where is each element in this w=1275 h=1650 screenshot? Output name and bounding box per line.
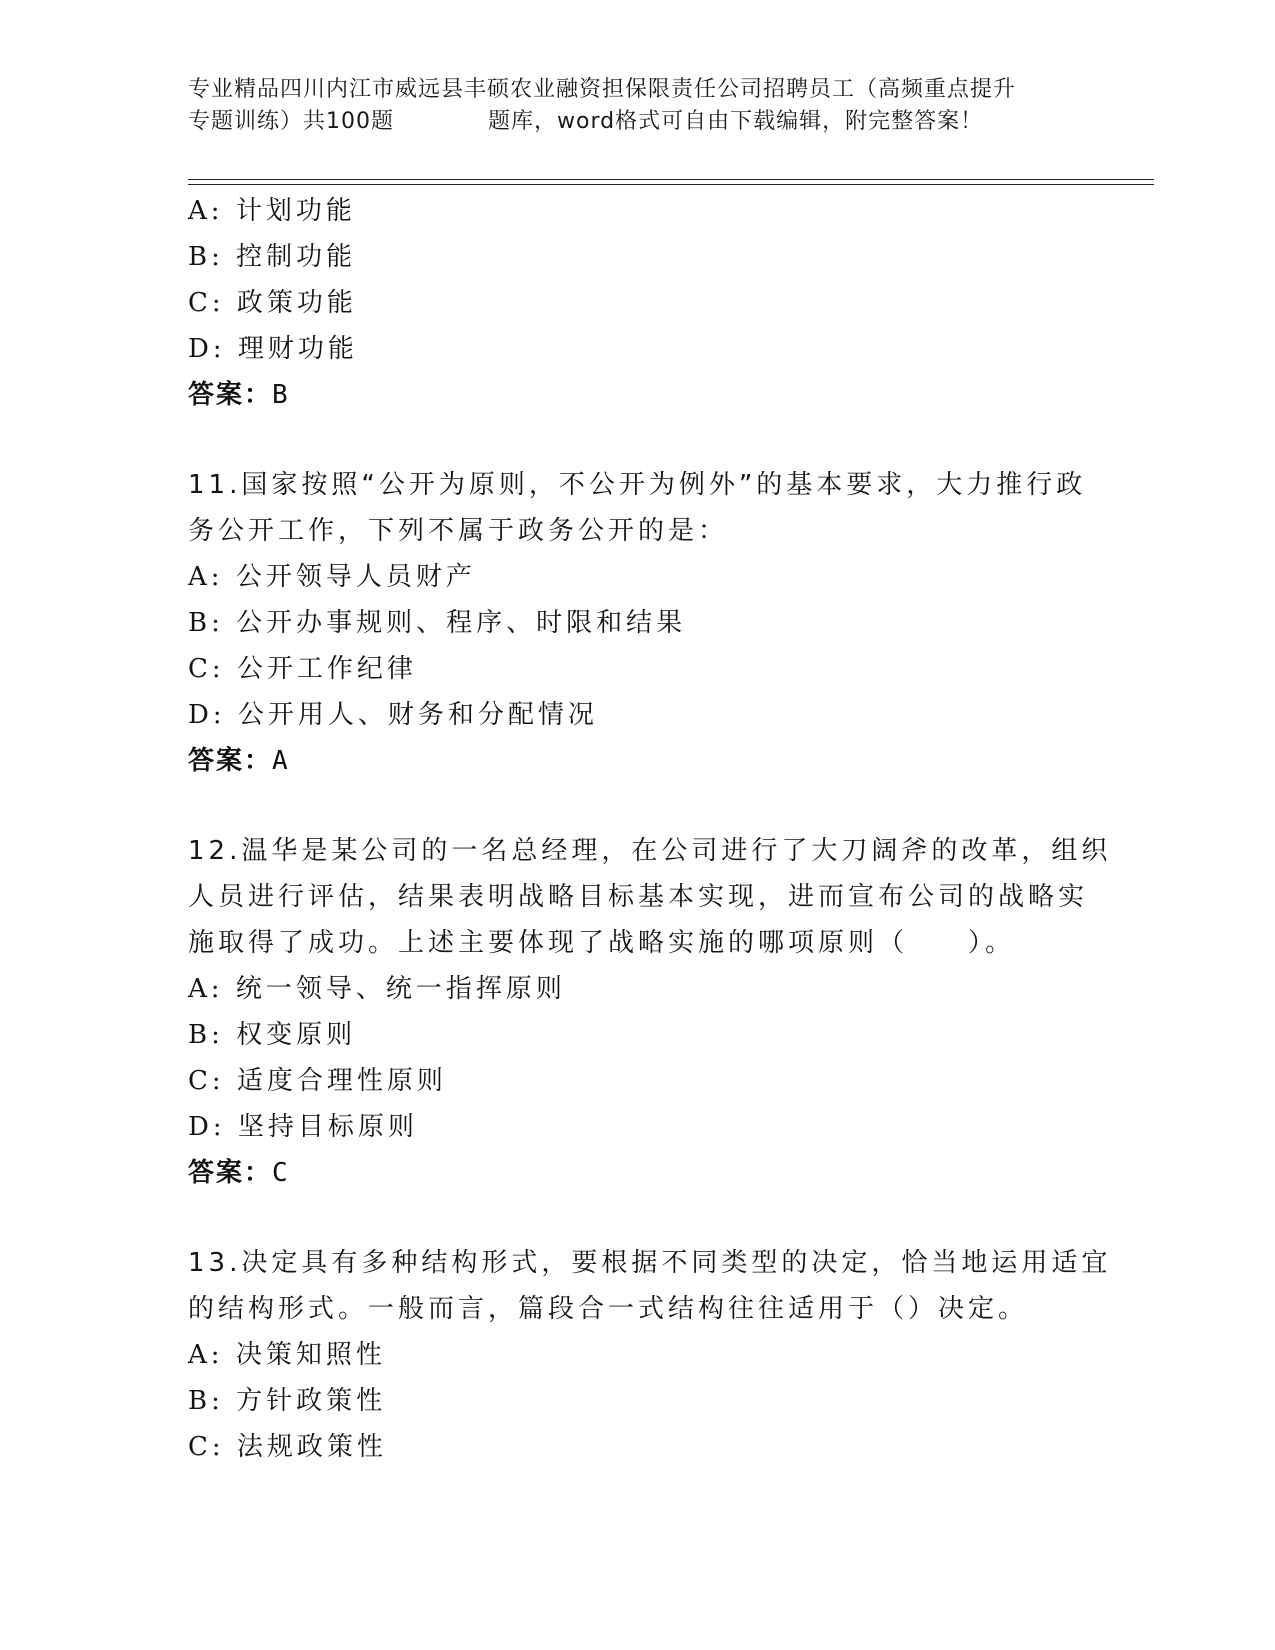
option-c: C: 适度合理性原则	[188, 1066, 447, 1096]
option-d: D: 理财功能	[188, 334, 358, 364]
option-a: A: 计划功能	[188, 196, 356, 226]
question-text-line: 的结构形式。一般而言，篇段合一式结构往往适用于（）决定。	[188, 1294, 1029, 1324]
option-b: B: 公开办事规则、程序、时限和结果	[188, 608, 687, 638]
option-a: A: 统一领导、统一指挥原则	[188, 974, 566, 1004]
answer-line: 答案：A	[188, 746, 290, 776]
header-line-1: 专业精品四川内江市威远县丰硕农业融资担保限责任公司招聘员工（高频重点提升	[188, 77, 1017, 102]
option-a: A: 决策知照性	[188, 1340, 386, 1370]
option-a: A: 公开领导人员财产	[188, 562, 476, 592]
option-c: C: 公开工作纪律	[188, 654, 417, 684]
header-line-2-part-a: 专题训练）共100题	[188, 109, 394, 134]
question-text-line: 12.温华是某公司的一名总经理，在公司进行了大刀阔斧的改革，组织	[188, 836, 1112, 866]
question-text-line: 13.决定具有多种结构形式，要根据不同类型的决定，恰当地运用适宜	[188, 1248, 1112, 1278]
header-line-2-part-b: 题库，word格式可自由下载编辑，附完整答案！	[488, 109, 984, 134]
option-b: B: 权变原则	[188, 1020, 357, 1050]
option-c: C: 政策功能	[188, 288, 357, 318]
question-11	[188, 462, 1088, 784]
header-rule-top	[188, 179, 1154, 180]
question-text-line: 务公开工作，下列不属于政务公开的是：	[188, 516, 729, 546]
option-d: D: 坚持目标原则	[188, 1112, 418, 1142]
question-text-line: 施取得了成功。上述主要体现了战略实施的哪项原则（ ）。	[188, 928, 1016, 958]
question-13	[188, 1240, 1112, 1470]
question-text-line: 11.国家按照“公开为原则，不公开为例外”的基本要求，大力推行政	[188, 470, 1087, 500]
answer-line: 答案：C	[188, 1158, 290, 1188]
question-12	[188, 828, 1112, 1196]
option-b: B: 方针政策性	[188, 1386, 387, 1416]
header-rule-bottom	[188, 184, 1154, 185]
carryover-block	[188, 188, 1088, 418]
option-c: C: 法规政策性	[188, 1432, 387, 1462]
option-d: D: 公开用人、财务和分配情况	[188, 700, 598, 730]
document-header	[188, 74, 1088, 138]
document-body	[188, 188, 1112, 1470]
answer-line: 答案：B	[188, 380, 290, 410]
option-b: B: 控制功能	[188, 242, 357, 272]
question-text-line: 人员进行评估，结果表明战略目标基本实现，进而宣布公司的战略实	[188, 882, 1089, 912]
header-line-2	[188, 106, 1088, 138]
